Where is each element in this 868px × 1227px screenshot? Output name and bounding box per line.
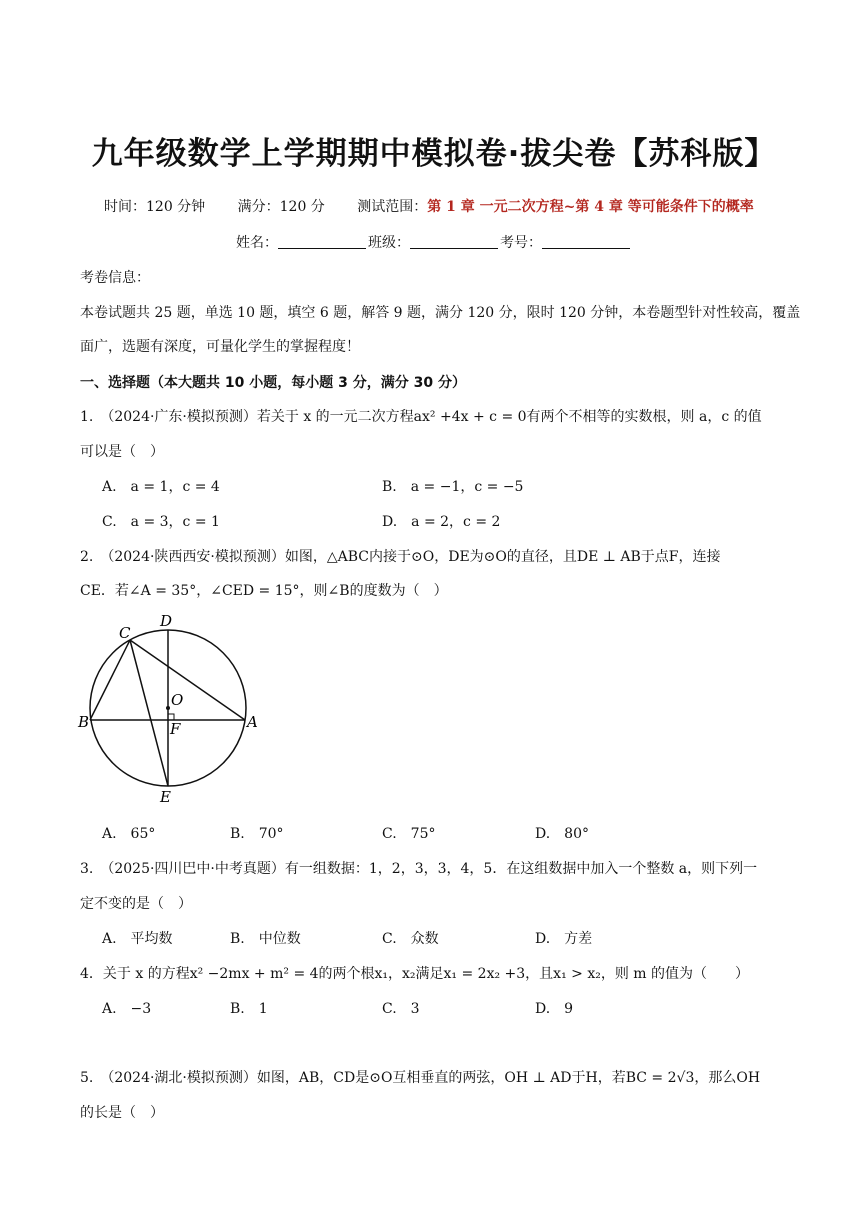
q2-option-a[interactable]: A. 65° [102, 826, 156, 842]
q3-option-a[interactable]: A. 平均数 [102, 931, 173, 947]
q2-option-b[interactable]: B. 70° [230, 826, 284, 842]
page-title: 九年级数学上学期期中模拟卷·拔尖卷【苏科版】 [91, 136, 777, 172]
info-heading: 考卷信息： [80, 270, 150, 286]
q2-stem-line-1: 2. （2024·陕西西安·模拟预测）如图，△ABC内接于⊙O，DE为⊙O的直径，且DE ⊥ AB于点F，连接 [80, 549, 721, 565]
q4-stem: 4．关于 x 的方程x² −2mx + m² = 4的两个根x₁，x₂满足x₁ = 2x₂ +3，且x₁ > x₂，则 m 的值为（ ） [80, 966, 750, 982]
q2-stem-line-2: CE．若∠A = 35°，∠CED = 15°，则∠B的度数为（ ） [80, 583, 448, 599]
exam-meta [104, 196, 754, 216]
q5-stem-line-1: 5. （2024·湖北·模拟预测）如图，AB，CD是⊙O互相垂直的两弦，OH ⊥ AD于H，若BC = 2√3，那么OH [80, 1070, 761, 1086]
label-e: E [160, 788, 171, 806]
label-d: D [160, 612, 173, 630]
number-blank[interactable] [542, 234, 630, 249]
info-line-2: 面广，选题有深度，可量化学生的掌握程度！ [80, 339, 360, 355]
class-blank[interactable] [410, 234, 498, 249]
q3-option-b[interactable]: B. 中位数 [230, 931, 301, 947]
q1-stem-line-2: 可以是（ ） [80, 444, 164, 460]
q3-option-d[interactable]: D. 方差 [535, 931, 593, 947]
label-c: C [119, 624, 131, 642]
q5-stem-line-2: 的长是（ ） [80, 1105, 164, 1121]
q2-option-c[interactable]: C. 75° [382, 826, 436, 842]
center-point [166, 706, 170, 710]
q3-stem-line-2: 定不变的是（ ） [80, 896, 192, 912]
score-info: 满分：120 分 [237, 199, 325, 215]
label-o: O [171, 691, 184, 709]
name-label: 姓名： [236, 235, 278, 251]
q1-option-d[interactable]: D. a = 2，c = 2 [382, 514, 501, 530]
info-line-1: 本卷试题共 25 题，单选 10 题，填空 6 题，解答 9 题，满分 120 分，限时 120 分钟，本卷题型针对性较高，覆盖 [80, 305, 801, 321]
name-blank[interactable] [278, 234, 366, 249]
q1-option-b[interactable]: B. a = −1，c = −5 [382, 479, 524, 495]
q4-option-b[interactable]: B. 1 [230, 1001, 268, 1017]
student-fields [0, 232, 868, 252]
q2-option-d[interactable]: D. 80° [535, 826, 589, 842]
q3-stem-line-1: 3. （2025·四川巴中·中考真题）有一组数据：1，2，3，3，4，5．在这组数据中加入一个整数 a，则下列一 [80, 861, 758, 877]
q1-option-a[interactable]: A. a = 1，c = 4 [102, 479, 220, 495]
class-label: 班级： [368, 235, 410, 251]
label-a: A [247, 713, 258, 731]
section-heading: 一、选择题（本大题共 10 小题，每小题 3 分，满分 30 分） [80, 375, 466, 391]
time-info: 时间：120 分钟 [104, 199, 206, 215]
label-b: B [78, 713, 90, 731]
q1-option-c[interactable]: C. a = 3，c = 1 [102, 514, 220, 530]
q4-option-c[interactable]: C. 3 [382, 1001, 420, 1017]
q4-option-d[interactable]: D. 9 [535, 1001, 574, 1017]
q1-stem-line-1: 1. （2024·广东·模拟预测）若关于 x 的一元二次方程ax² +4x + c = 0有两个不相等的实数根，则 a，c 的值 [80, 409, 762, 425]
q2-circle-figure [74, 610, 264, 810]
number-label: 考号： [500, 235, 542, 251]
range-label: 测试范围： [357, 199, 428, 215]
range-value: 第 1 章 一元二次方程~第 4 章 等可能条件下的概率 [427, 199, 754, 215]
q3-option-c[interactable]: C. 众数 [382, 931, 439, 947]
q4-option-a[interactable]: A. −3 [102, 1001, 152, 1017]
label-f: F [170, 720, 181, 738]
